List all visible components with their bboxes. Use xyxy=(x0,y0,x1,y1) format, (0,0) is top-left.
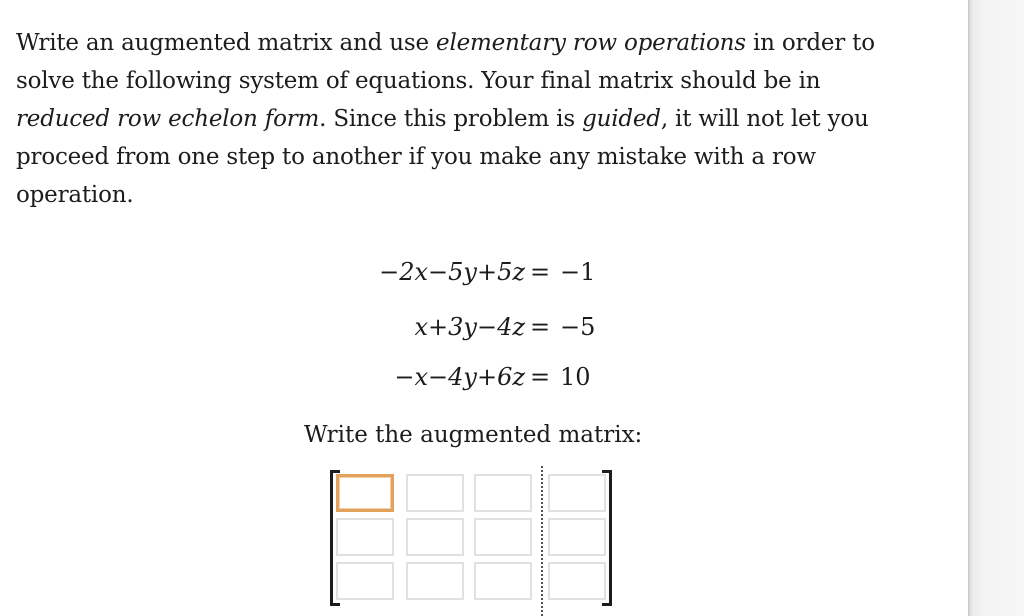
equation-rhs: −5 xyxy=(560,313,596,341)
matrix-cell-r2-c1[interactable] xyxy=(336,518,394,556)
instruction-text-3: . Since this problem is xyxy=(319,106,583,132)
equation-lhs: −2x−5y+5z xyxy=(379,258,525,286)
problem-instructions xyxy=(16,24,916,214)
matrix-prompt: Write the augmented matrix: xyxy=(304,422,643,448)
matrix-cell-r3-c4[interactable] xyxy=(548,562,606,600)
equation-lhs: −x−4y+6z xyxy=(394,363,525,391)
instruction-emphasis-rref: reduced row echelon form xyxy=(16,106,320,132)
instruction-emphasis-guided: guided xyxy=(582,106,661,132)
matrix-cell-r1-c1[interactable] xyxy=(336,474,394,512)
equation-rhs: −1 xyxy=(560,258,596,286)
equation-rhs: 10 xyxy=(560,363,591,391)
matrix-cell-r3-c3[interactable] xyxy=(474,562,532,600)
equals-sign: = xyxy=(530,363,551,391)
matrix-cell-r2-c4[interactable] xyxy=(548,518,606,556)
equation-row xyxy=(330,313,650,361)
matrix-cell-r1-c2[interactable] xyxy=(406,474,464,512)
matrix-cell-r1-c3[interactable] xyxy=(474,474,532,512)
equation-row xyxy=(330,258,650,306)
augmented-matrix xyxy=(326,466,618,616)
matrix-cell-r3-c1[interactable] xyxy=(336,562,394,600)
augment-divider xyxy=(541,466,543,616)
equals-sign: = xyxy=(530,313,551,341)
instruction-emphasis-row-operations: elementary row operations xyxy=(436,30,746,56)
matrix-cell-r3-c2[interactable] xyxy=(406,562,464,600)
instruction-text-2: in order to solve the following system of equations. Your final matrix should be in xyxy=(16,30,875,94)
instruction-text-4: , it will not let you proceed from one step to another if you make any mistake with a row operation. xyxy=(16,106,869,208)
instruction-text-1: Write an augmented matrix and use xyxy=(16,30,437,56)
matrix-cell-r1-c4[interactable] xyxy=(548,474,606,512)
right-scroll-panel[interactable] xyxy=(968,0,1024,616)
equation-lhs: x+3y−4z xyxy=(414,313,525,341)
matrix-cell-r2-c3[interactable] xyxy=(474,518,532,556)
matrix-cell-r2-c2[interactable] xyxy=(406,518,464,556)
equation-row xyxy=(330,363,650,411)
equals-sign: = xyxy=(530,258,551,286)
